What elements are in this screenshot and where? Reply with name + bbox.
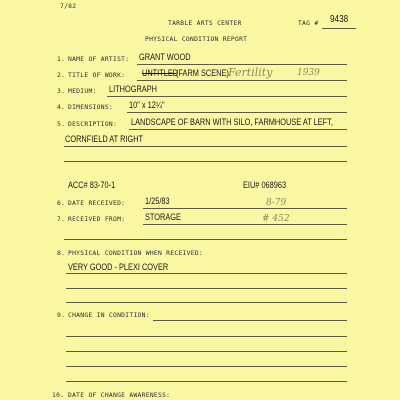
field-9-number: 9.	[57, 312, 66, 319]
field-date-received-label: DATE RECEIVED:	[68, 200, 126, 207]
field-artist-rule	[137, 64, 347, 65]
org-name: TARBLE ARTS CENTER	[168, 20, 242, 27]
tag-number: 9438	[330, 14, 349, 25]
field-description-line1: LANDSCAPE OF BARN WITH SILO, FARMHOUSE AT LEFT,	[131, 117, 333, 127]
field-title-value: (FARM SCENE)	[176, 68, 229, 78]
field-date-received-pencil: 8-79	[266, 198, 287, 208]
field-condition-received-value: VERY GOOD - PLEXI COVER	[68, 262, 169, 272]
field-change-rule-1	[153, 320, 347, 321]
field-dimensions-rule	[127, 112, 347, 113]
tag-label: TAG #	[298, 20, 319, 27]
field-description-line2: CORNFIELD AT RIGHT	[65, 134, 144, 144]
field-received-from-value: STORAGE	[145, 212, 181, 222]
field-7-number: 7.	[57, 216, 66, 223]
eiu-number: EIU# 068963	[243, 180, 287, 190]
field-description-rule-1	[129, 129, 347, 130]
field-change-label: CHANGE IN CONDITION:	[68, 312, 150, 319]
field-8-number: 8.	[57, 250, 66, 257]
field-received-from-rule-2	[64, 239, 347, 240]
field-6-number: 6.	[57, 200, 66, 207]
field-change-rule-2	[66, 336, 347, 337]
field-artist-value: GRANT WOOD	[139, 52, 191, 62]
field-1-number: 1.	[57, 56, 66, 63]
field-condition-rule-2	[66, 288, 347, 289]
field-description-rule-2	[64, 146, 347, 147]
field-date-received-value: 1/25/83	[145, 196, 170, 206]
field-title-rule	[137, 80, 347, 81]
field-2-number: 2.	[57, 72, 66, 79]
field-4-number: 4.	[57, 104, 66, 111]
field-description-label: DESCRIPTION:	[68, 121, 118, 128]
field-description-rule-3	[64, 161, 347, 162]
field-date-received-rule	[143, 208, 347, 209]
date-code: 7/82	[60, 3, 77, 10]
field-5-number: 5.	[57, 121, 66, 128]
strikethrough-mark	[142, 73, 176, 74]
report-title: PHYSICAL CONDITION REPORT	[145, 36, 248, 43]
field-dimensions-label: DIMENSIONS:	[68, 104, 114, 111]
field-condition-rule-3	[66, 302, 347, 303]
field-condition-rule-1	[66, 273, 347, 274]
field-change-rule-4	[66, 366, 347, 367]
field-condition-received-label: PHYSICAL CONDITION WHEN RECEIVED:	[68, 250, 204, 257]
field-title-pencil: Fertility	[228, 66, 273, 79]
field-received-from-label: RECEIVED FROM:	[68, 216, 126, 223]
field-date-of-change-label: DATE OF CHANGE AWARENESS:	[68, 392, 171, 399]
acc-number: ACC# 83-70-1	[68, 180, 116, 190]
field-medium-rule	[107, 96, 347, 97]
field-change-rule-5	[66, 381, 347, 382]
field-dimensions-value: 10" x 12¼"	[129, 100, 165, 110]
field-medium-value: LITHOGRAPH	[109, 84, 157, 94]
field-received-from-pencil: # 452	[262, 214, 290, 224]
field-title-struck: UNTITLED	[142, 68, 179, 78]
field-received-from-rule	[143, 224, 347, 225]
field-10-number: 10.	[52, 392, 65, 399]
field-3-number: 3.	[57, 88, 66, 95]
field-title-label: TITLE OF WORK:	[68, 72, 126, 79]
field-change-rule-3	[66, 351, 347, 352]
field-artist-label: NAME OF ARTIST:	[68, 56, 130, 63]
field-medium-label: MEDIUM:	[68, 88, 97, 95]
field-title-pencil-year: 1939	[297, 68, 320, 78]
tag-rule	[322, 28, 356, 29]
